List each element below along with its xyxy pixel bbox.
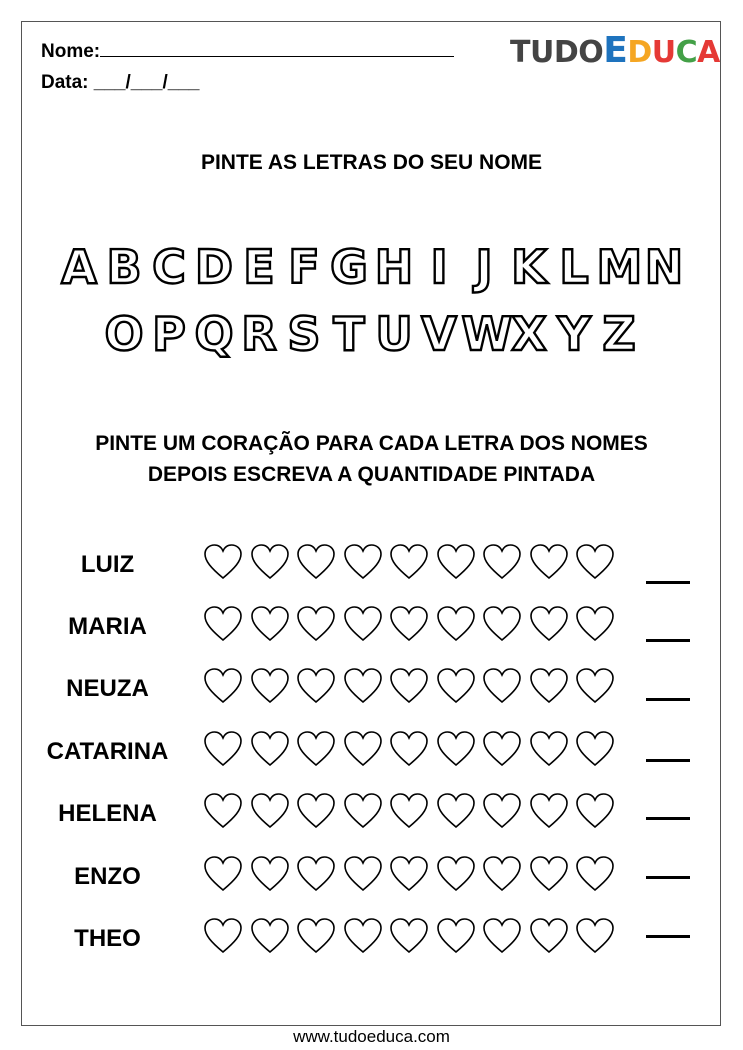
heart-icon[interactable] xyxy=(250,667,290,707)
heart-icon[interactable] xyxy=(575,667,615,707)
heart-icon[interactable] xyxy=(529,730,569,770)
heart-icon[interactable] xyxy=(389,917,429,957)
answer-blank[interactable] xyxy=(646,876,690,879)
heart-icon[interactable] xyxy=(389,543,429,583)
heart-icon[interactable] xyxy=(343,730,383,770)
hearts-group xyxy=(203,543,622,583)
heart-icon[interactable] xyxy=(343,605,383,645)
instruction-line-1: PINTE UM CORAÇÃO PARA CADA LETRA DOS NOMES xyxy=(95,432,648,455)
letter-h[interactable]: H xyxy=(374,240,414,294)
heart-icon[interactable] xyxy=(482,917,522,957)
letter-r[interactable]: R xyxy=(241,307,277,361)
name-row xyxy=(0,792,743,842)
name-label: LUIZ xyxy=(80,551,135,578)
heart-icon[interactable] xyxy=(203,667,243,707)
heart-icon[interactable] xyxy=(482,730,522,770)
heart-icon[interactable] xyxy=(296,605,336,645)
hearts-group xyxy=(203,855,622,895)
heart-icon[interactable] xyxy=(296,855,336,895)
heart-icon[interactable] xyxy=(250,855,290,895)
heart-icon[interactable] xyxy=(482,792,522,832)
heart-icon[interactable] xyxy=(250,543,290,583)
heart-icon[interactable] xyxy=(203,730,243,770)
letter-j[interactable]: J xyxy=(475,240,493,294)
letter-m[interactable]: M xyxy=(596,240,643,294)
heart-icon[interactable] xyxy=(343,792,383,832)
heart-icon[interactable] xyxy=(575,917,615,957)
heart-icon[interactable] xyxy=(529,543,569,583)
heart-icon[interactable] xyxy=(389,730,429,770)
heart-icon[interactable] xyxy=(250,917,290,957)
name-label: THEO xyxy=(74,925,141,952)
letter-t[interactable]: T xyxy=(333,307,365,361)
heart-icon[interactable] xyxy=(529,917,569,957)
answer-blank[interactable] xyxy=(646,935,690,938)
heart-icon[interactable] xyxy=(343,917,383,957)
heart-icon[interactable] xyxy=(203,605,243,645)
heart-icon[interactable] xyxy=(436,543,476,583)
answer-blank[interactable] xyxy=(646,639,690,642)
heart-icon[interactable] xyxy=(436,605,476,645)
heart-icon[interactable] xyxy=(436,730,476,770)
heart-icon[interactable] xyxy=(575,730,615,770)
heart-icon[interactable] xyxy=(296,730,336,770)
letter-x[interactable]: X xyxy=(511,307,547,361)
heart-icon[interactable] xyxy=(436,917,476,957)
heart-icon[interactable] xyxy=(482,605,522,645)
heart-icon[interactable] xyxy=(482,667,522,707)
heart-icon[interactable] xyxy=(250,605,290,645)
letter-g[interactable]: G xyxy=(330,240,368,294)
instruction-title-2 xyxy=(0,428,743,490)
heart-icon[interactable] xyxy=(575,855,615,895)
heart-icon[interactable] xyxy=(575,792,615,832)
heart-icon[interactable] xyxy=(296,543,336,583)
name-field[interactable] xyxy=(41,38,454,63)
letter-a[interactable]: A xyxy=(61,240,97,294)
date-blanks: ___/___/___ xyxy=(93,72,200,93)
heart-icon[interactable] xyxy=(296,917,336,957)
heart-icon[interactable] xyxy=(203,792,243,832)
letter-v[interactable]: V xyxy=(421,307,457,361)
letter-q[interactable]: Q xyxy=(194,307,234,361)
heart-icon[interactable] xyxy=(296,792,336,832)
letter-c[interactable]: C xyxy=(152,240,186,294)
name-label: ENZO xyxy=(74,863,141,890)
answer-blank[interactable] xyxy=(646,759,690,762)
name-row xyxy=(0,605,743,655)
instruction-line-2: DEPOIS ESCREVA A QUANTIDADE PINTADA xyxy=(147,463,596,486)
letter-d[interactable]: D xyxy=(194,240,234,294)
heart-icon[interactable] xyxy=(389,667,429,707)
hearts-group xyxy=(203,667,622,707)
letter-y[interactable]: Y xyxy=(557,307,591,361)
hearts-group xyxy=(203,730,622,770)
tudoeduca-logo: TUDOEDUCA xyxy=(510,30,720,71)
heart-icon[interactable] xyxy=(343,543,383,583)
hearts-group xyxy=(203,917,622,957)
name-row xyxy=(0,543,743,593)
answer-blank[interactable] xyxy=(646,581,690,584)
date-label: Data: xyxy=(41,72,89,93)
letter-b[interactable]: B xyxy=(106,240,142,294)
footer-url: www.tudoeduca.com xyxy=(293,1027,450,1046)
name-underline xyxy=(100,38,454,57)
heart-icon[interactable] xyxy=(389,605,429,645)
letter-e[interactable]: E xyxy=(243,240,275,294)
heart-icon[interactable] xyxy=(250,730,290,770)
hearts-group xyxy=(203,792,622,832)
heart-icon[interactable] xyxy=(529,792,569,832)
heart-icon[interactable] xyxy=(203,855,243,895)
answer-blank[interactable] xyxy=(646,817,690,820)
name-row xyxy=(0,667,743,717)
answer-blank[interactable] xyxy=(646,698,690,701)
hearts-group xyxy=(203,605,622,645)
name-label: CATARINA xyxy=(46,738,169,765)
letter-p[interactable]: P xyxy=(152,307,186,361)
heart-icon[interactable] xyxy=(436,667,476,707)
heart-icon[interactable] xyxy=(389,792,429,832)
heart-icon[interactable] xyxy=(575,543,615,583)
letter-w[interactable]: W xyxy=(461,307,513,361)
name-row xyxy=(0,855,743,905)
heart-icon[interactable] xyxy=(250,792,290,832)
name-label: HELENA xyxy=(58,800,157,827)
name-row xyxy=(0,730,743,780)
heart-icon[interactable] xyxy=(482,543,522,583)
heart-icon[interactable] xyxy=(529,855,569,895)
letter-i[interactable]: I xyxy=(430,240,448,294)
instruction-title-1: PINTE AS LETRAS DO SEU NOME xyxy=(200,151,543,174)
heart-icon[interactable] xyxy=(343,667,383,707)
letter-z[interactable]: Z xyxy=(602,307,636,361)
name-row xyxy=(0,917,743,967)
letter-f[interactable]: F xyxy=(288,240,320,294)
heart-icon[interactable] xyxy=(436,792,476,832)
heart-icon[interactable] xyxy=(389,855,429,895)
letter-n[interactable]: N xyxy=(644,240,684,294)
alphabet-row-1 xyxy=(0,240,743,294)
heart-icon[interactable] xyxy=(296,667,336,707)
heart-icon[interactable] xyxy=(575,605,615,645)
heart-icon[interactable] xyxy=(529,605,569,645)
letter-s[interactable]: S xyxy=(287,307,321,361)
heart-icon[interactable] xyxy=(436,855,476,895)
letter-k[interactable]: K xyxy=(511,240,547,294)
letter-o[interactable]: O xyxy=(104,307,144,361)
name-label: NEUZA xyxy=(66,675,149,702)
heart-icon[interactable] xyxy=(482,855,522,895)
heart-icon[interactable] xyxy=(529,667,569,707)
name-label: MARIA xyxy=(68,613,147,640)
alphabet-row-2 xyxy=(0,307,743,361)
heart-icon[interactable] xyxy=(203,917,243,957)
name-label: Nome: xyxy=(41,41,101,62)
heart-icon[interactable] xyxy=(343,855,383,895)
date-field[interactable] xyxy=(41,72,199,94)
heart-icon[interactable] xyxy=(203,543,243,583)
letter-l[interactable]: L xyxy=(559,240,589,294)
letter-u[interactable]: U xyxy=(375,307,413,361)
